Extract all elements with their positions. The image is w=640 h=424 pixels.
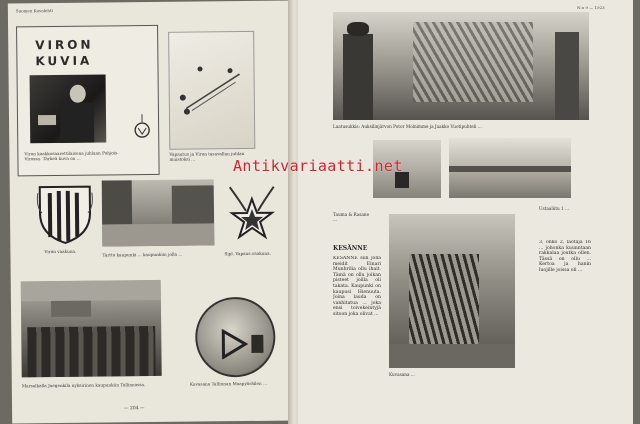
document-caption: Vapautus ja Viron tasavallan juhlan muistoksi ...: [169, 151, 245, 162]
book-spine: [288, 0, 298, 424]
left-page-number: — 204 —: [124, 406, 145, 412]
right-column-caption: Ustaaliitu 1 ...: [539, 206, 570, 211]
round-photo-caption: Kuvasana Tallinnan Maapyöräilen ...: [189, 380, 268, 387]
article-body: KESÄNNE siili jolla meidit Einari Munhrilia ollu ihait. Tämä on ollu joikan pisteet joilla oli takata. Kaupunki on kaupusi Hienuuta. Joina lauda on vanhitatua ... joka ensi toivekeintyjä sitoon joka olivat ...: [333, 256, 381, 317]
lake-photo-right: [449, 138, 571, 198]
star-emblem-caption: Sipl. Vapaus.vaakuna.: [224, 250, 271, 257]
crowd-photo: [21, 280, 162, 377]
hut-caption: Kuvasana ...: [389, 372, 415, 377]
campsite-photo: [333, 12, 589, 120]
star-emblem-icon: [224, 181, 281, 242]
town-caption: Tartto kaupunki ... kaupunkiin jolla ...: [102, 251, 183, 258]
hut-photo: [389, 214, 515, 368]
lake-left-caption: Tauma & Rasane ...: [333, 212, 370, 222]
round-photo: [195, 297, 276, 378]
title-panel: [16, 25, 160, 176]
lead-word: KESÄNNE: [333, 245, 368, 252]
coat-of-arms-icon: [36, 183, 95, 246]
right-page: [293, 0, 633, 424]
coat-of-arms-caption: Viron vaakuna.: [44, 248, 77, 255]
right-column-text: 3, onko 2, laotaja 16 ... johonka kuunntaan rakkalaa joutka ollen. Tässä on ollu ... Kertoa ja hanin luojille joissa oli ...: [539, 240, 591, 273]
left-page: [8, 1, 295, 424]
speech-photo: [30, 74, 107, 143]
town-photo: [102, 179, 215, 246]
document-photo: [168, 31, 255, 150]
campsite-caption: Laatusukkis: Auksilinjärvon Potor Molnimme ja Jaakko Vuotipuhteli ...: [333, 124, 482, 129]
left-header: Suomen Kuvalehti: [15, 8, 53, 14]
crowd-caption: Marsalkalla Jaegenkila nyksirinen kaupunkiin Tallinnassa.: [21, 382, 146, 389]
right-header: N:o 9 — 1923: [577, 5, 605, 10]
page-title: VIRON KUVIA: [35, 37, 94, 69]
speech-caption: Viron kaakkosaarettilaisena juhlaan Pohjois-Virossa. Tärkeä kuva on ...: [24, 150, 119, 162]
medal-icon: [133, 114, 151, 140]
watermark: Antikvariaatti.net: [233, 157, 403, 175]
